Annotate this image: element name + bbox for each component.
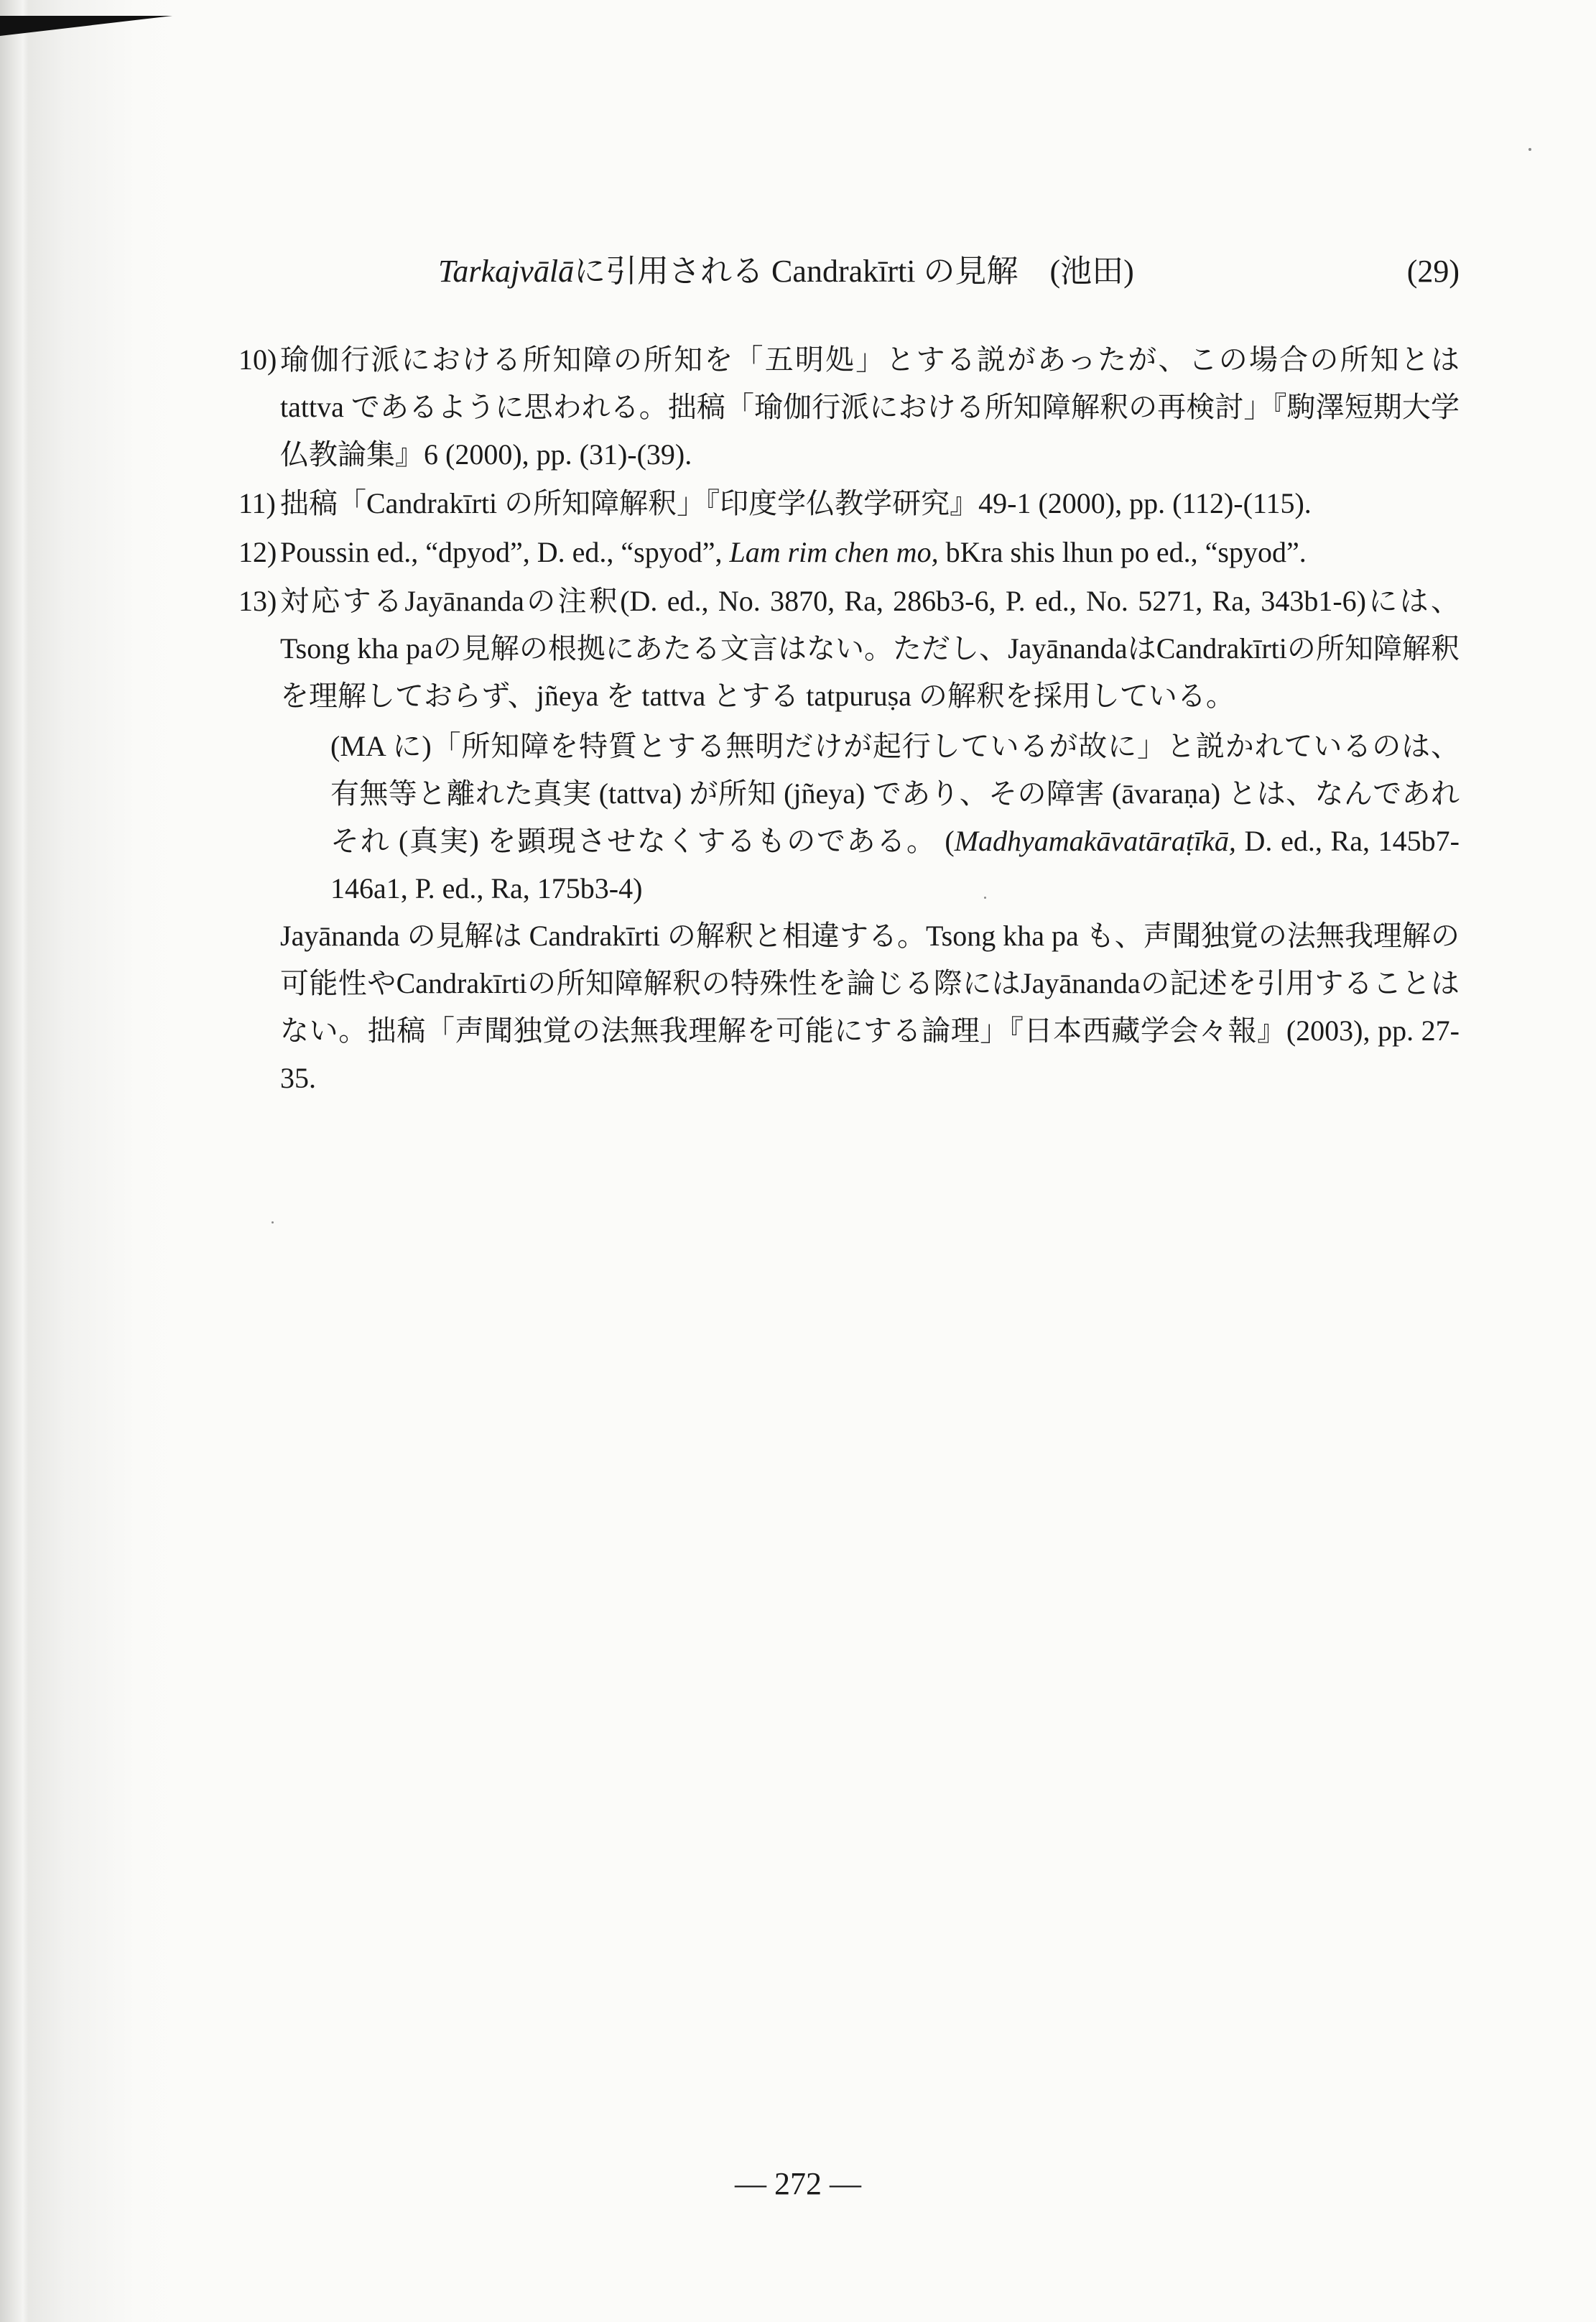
footnotes [238, 336, 1460, 1104]
footnote-continuation: Jayānanda の見解は Candrakīrti の解釈と相違する。Tsong kha pa も、声聞独覚の法無我理解の可能性やCandrakīrtiの所知障解釈の特殊性を論じる際にはJayānandaの記述を引用することはない。拙稿「声聞独覚の法無我理解を可能にする論理」『日本西藏学会々報』(2003), pp. 27-35. [280, 920, 1460, 1094]
running-title [438, 250, 1134, 293]
scan-edge [0, 0, 29, 2322]
footnote-text-italic: Lam rim chen mo, [729, 536, 939, 568]
footnote-number: 12) [238, 536, 277, 568]
footnote-10 [238, 336, 1460, 478]
footnote-number: 11) [238, 487, 276, 519]
scan-speck [272, 1221, 274, 1224]
scan-speck [1528, 148, 1531, 151]
footnote-11 [238, 480, 1460, 527]
scan-speck [984, 897, 986, 899]
quote-source-italic: Madhyamakāvatāraṭīkā, [954, 825, 1236, 857]
quote-source: D. ed., Ra, 145b7-146a1, P. ed., Ra, 175b3-4) [330, 825, 1460, 905]
footnote-text [280, 529, 1460, 576]
running-title-rest: に引用される Candrakīrti の見解 (池田) [574, 254, 1134, 289]
page-number: — 272 — [735, 2166, 861, 2201]
scan-corner-mark [0, 16, 172, 36]
footnote-text: 瑜伽行派における所知障の所知を「五明処」とする説があったが、この場合の所知とは tattva であるように思われる。拙稿「瑜伽行派における所知障解釈の再検討」『駒澤短期大学仏教論集』6 (2000), pp. (31)-(39). [280, 343, 1460, 471]
page-label: (29) [1406, 254, 1460, 289]
footnote-text: 対応するJayānandaの注釈(D. ed., No. 3870, Ra, 286b3-6, P. ed., No. 5271, Ra, 343b1-6)には、Tsong kha paの見解の根拠にあたる文言はない。ただし、JayānandaはCandrakīrtiの所知障解釈を理解しておらず、jñeya を tattva とする tatpuruṣa の解釈を採用している。 [280, 585, 1460, 712]
footnote-12 [238, 529, 1460, 576]
running-title-italic: Tarkajvālā [438, 254, 575, 289]
footnote-13 [238, 578, 1460, 1102]
footnote-text: 拙稿「Candrakīrti の所知障解釈」『印度学仏教学研究』49-1 (2000), pp. (112)-(115). [280, 487, 1312, 519]
quote-text: (MA に)「所知障を特質とする無明だけが起行しているが故に」と説かれているのは、有無等と離れた真実 (tattva) が所知 (jñeya) であり、その障害 (āvaraṇa) とは、なんであれそれ (真実) を顕現させなくするものである。 ( [330, 730, 1460, 857]
footnote-number: 13) [238, 585, 277, 617]
footnote-text-part: bKra shis lhun po ed., “spyod”. [938, 536, 1307, 568]
block-quote [280, 723, 1460, 912]
footnote-text-part: Poussin ed., “dpyod”, D. ed., “spyod”, [280, 536, 730, 568]
footnote-number: 10) [238, 343, 277, 376]
running-header [438, 250, 1460, 293]
